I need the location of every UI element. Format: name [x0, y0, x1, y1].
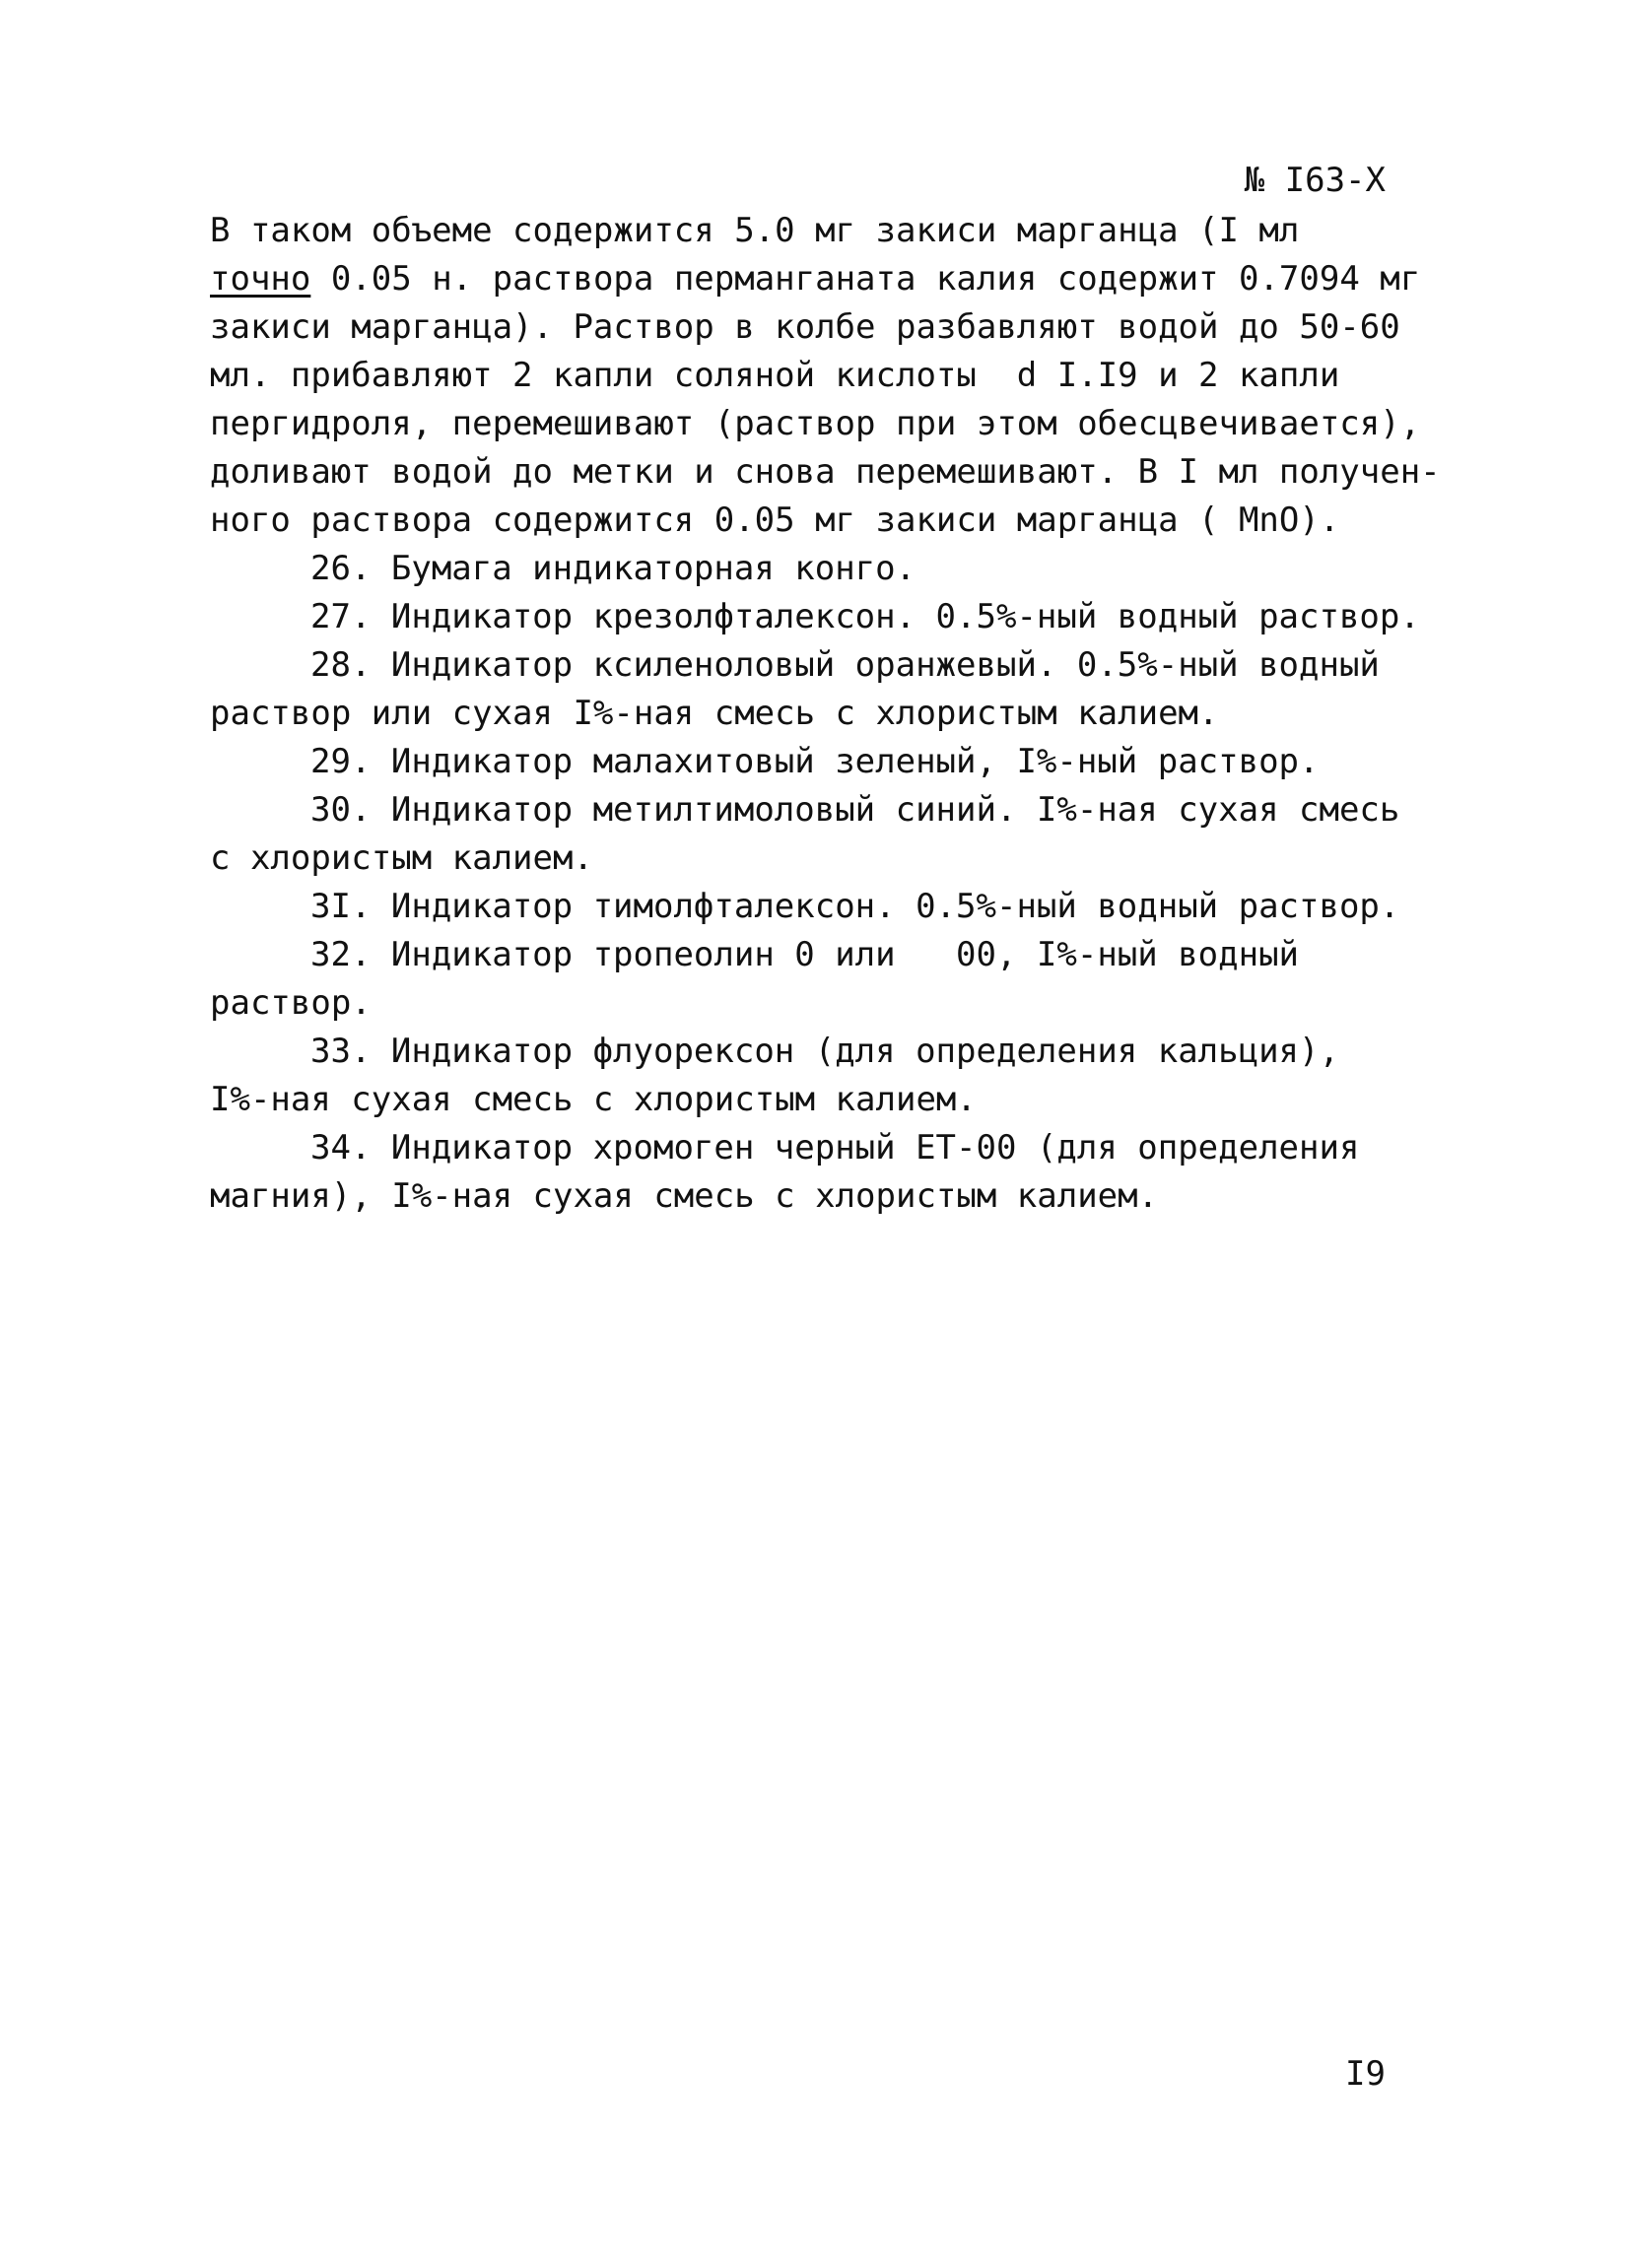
- list-item: 26. Бумага индикаторная конго.: [310, 549, 916, 588]
- list-item-continuation: раствор или сухая I%-ная смесь с хлористым калием.: [210, 694, 1219, 733]
- text-line: доливают водой до метки и снова перемешивают. В I мл получен-: [210, 452, 1441, 492]
- list-item-continuation: I%-ная сухая смесь с хлористым калием.: [210, 1080, 977, 1119]
- list-item: 32. Индикатор тропеолин 0 или 00, I%-ный водный: [310, 935, 1300, 974]
- list-item: 29. Индикатор малахитовый зеленый, I%-ный раствор.: [310, 742, 1320, 781]
- text-line: мл. прибавляют 2 капли соляной кислоты d I.I9 и 2 капли: [210, 356, 1340, 395]
- list-item: 3I. Индикатор тимолфталексон. 0.5%-ный водный раствор.: [310, 887, 1400, 926]
- page-number: I9: [1345, 2054, 1386, 2094]
- text-line: [210, 255, 1442, 303]
- list-item: 30. Индикатор метилтимоловый синий. I%-ная сухая смесь: [310, 790, 1400, 830]
- list-item: 34. Индикатор хромоген черный ЕТ-00 (для определения: [310, 1128, 1360, 1167]
- list-item-continuation: с хлористым калием.: [210, 838, 593, 878]
- document-number: № I63-X: [1244, 161, 1386, 200]
- list-item: 27. Индикатор крезолфталексон. 0.5%-ный водный раствор.: [310, 597, 1420, 636]
- text-line-rest: 0.05 н. раствора перманганата калия содержит 0.7094 мг: [330, 259, 1421, 299]
- body-text: [210, 207, 1442, 1221]
- text-line: пергидроля, перемешивают (раствор при этом обесцвечивается),: [210, 404, 1421, 443]
- list-item-continuation: раствор.: [210, 983, 372, 1023]
- text-line: В таком объеме содержится 5.0 мг закиси марганца (I мл: [210, 211, 1300, 250]
- text-line: ного раствора содержится 0.05 мг закиси марганца ( MnO).: [210, 500, 1340, 540]
- text-line: закиси марганца). Раствор в колбе разбавляют водой до 50-60: [210, 307, 1400, 347]
- list-item: 33. Индикатор флуорексон (для определения кальция),: [310, 1032, 1339, 1071]
- list-item-continuation: магния), I%-ная сухая смесь с хлористым калием.: [210, 1176, 1159, 1216]
- underlined-word: точно: [210, 259, 311, 299]
- list-item: 28. Индикатор ксиленоловый оранжевый. 0.5%-ный водный: [310, 645, 1380, 685]
